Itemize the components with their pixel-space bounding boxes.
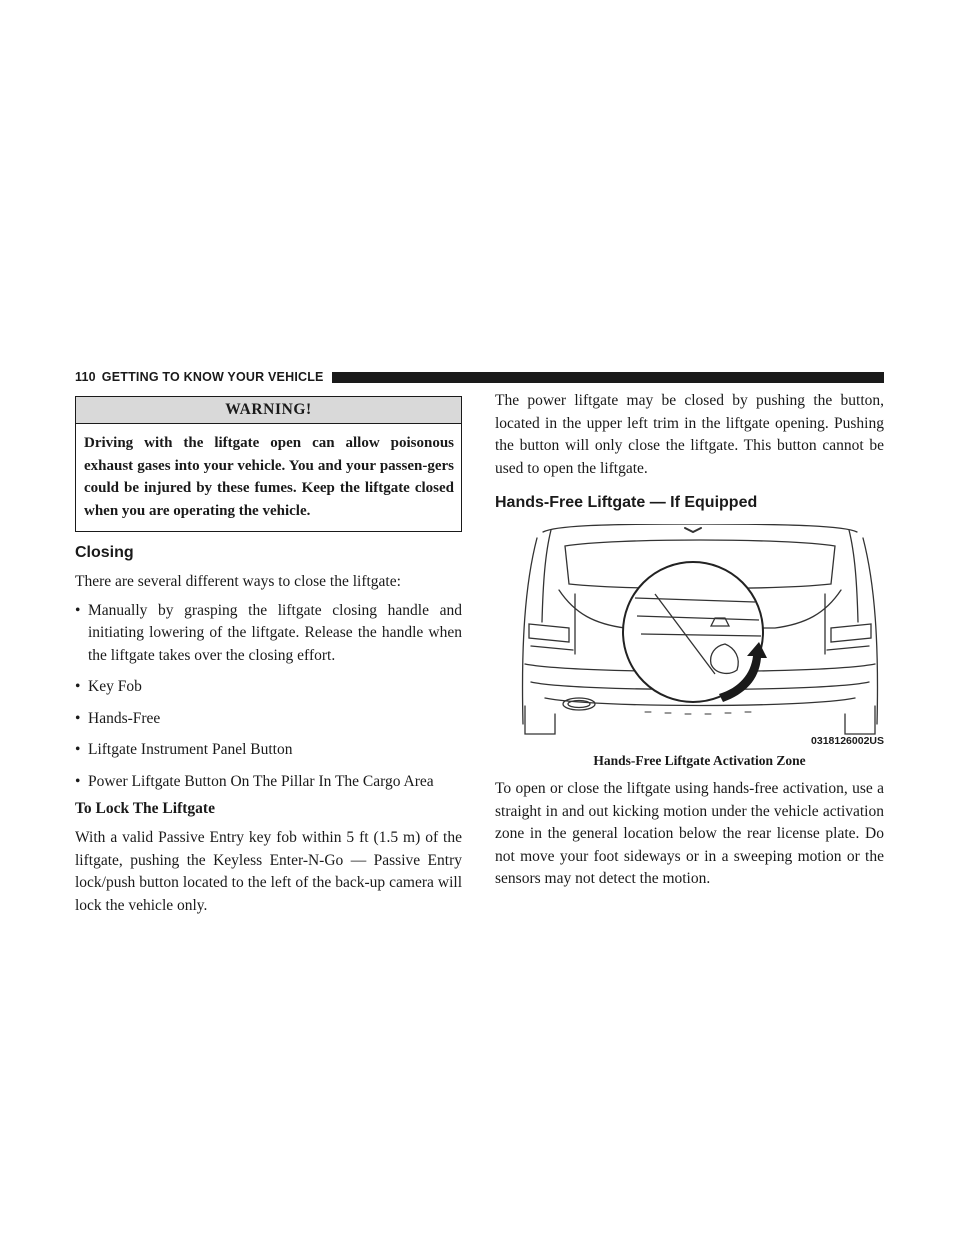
closing-heading: Closing (75, 544, 134, 561)
page-header (75, 369, 884, 385)
vehicle-rear-figure (515, 524, 884, 769)
list-item (75, 771, 462, 794)
right-column (495, 390, 884, 891)
activation-text: To open or close the liftgate using hands-free activation, use a straight in and out kicking motion under the vehicle activation zone in the general location below the rear license plate. Do not move your foot sideways or in a sweeping motion or the sensors may not detect the motion. (495, 780, 884, 887)
list-item-text: Power Liftgate Button On The Pillar In The Cargo Area (88, 772, 434, 790)
left-column (75, 396, 462, 917)
list-item-text: Key Fob (88, 678, 142, 695)
bullet-icon: • (75, 741, 81, 758)
power-close-text: The power liftgate may be closed by pushing the button, located in the upper left trim in the liftgate opening. Pushing the button will only close the liftgate. This button cannot be used to open the liftgate. (495, 392, 884, 477)
list-item (75, 708, 462, 731)
bullet-icon: • (75, 772, 81, 790)
figure-caption: Hands-Free Liftgate Activation Zone (593, 753, 806, 768)
hands-free-heading: Hands-Free Liftgate — If Equipped (495, 494, 758, 511)
list-item-text: Hands-Free (88, 709, 161, 727)
page-number: 110 (75, 370, 96, 384)
bullet-icon: • (75, 601, 81, 619)
list-item-text: Manually by grasping the liftgate closing handle and initiating lowering of the liftgate. Release the handle when the liftgate takes over the closing effort. (88, 601, 462, 664)
section-title: GETTING TO KNOW YOUR VEHICLE (101, 370, 324, 384)
lock-text: With a valid Passive Entry key fob within 5 ft (1.5 m) of the liftgate, pushing the Keyless Enter-N-Go — Passive Entry lock/push button located to the left of the back-up camera will lock the vehicle only. (75, 829, 462, 914)
list-item-text: Liftgate Instrument Panel Button (88, 741, 293, 758)
list-item (75, 600, 462, 668)
bullet-icon: • (75, 709, 81, 727)
lock-heading: To Lock The Liftgate (75, 800, 215, 817)
warning-box (75, 396, 462, 532)
closing-intro: There are several different ways to close the liftgate: (75, 573, 401, 590)
list-item (75, 739, 462, 762)
warning-title: WARNING! (76, 397, 461, 424)
figure-code: 0318126002US (811, 735, 884, 747)
vehicle-rear-illustration (515, 524, 884, 749)
header-rule (332, 372, 884, 383)
closing-bullet-list (75, 600, 462, 794)
list-item (75, 676, 462, 699)
warning-text: Driving with the liftgate open can allow poisonous exhaust gases into your vehicle. You and your passen-gers could be injured by these fumes. Keep the liftgate closed when you are operating the vehicle. (84, 435, 454, 519)
bullet-icon: • (75, 678, 81, 695)
